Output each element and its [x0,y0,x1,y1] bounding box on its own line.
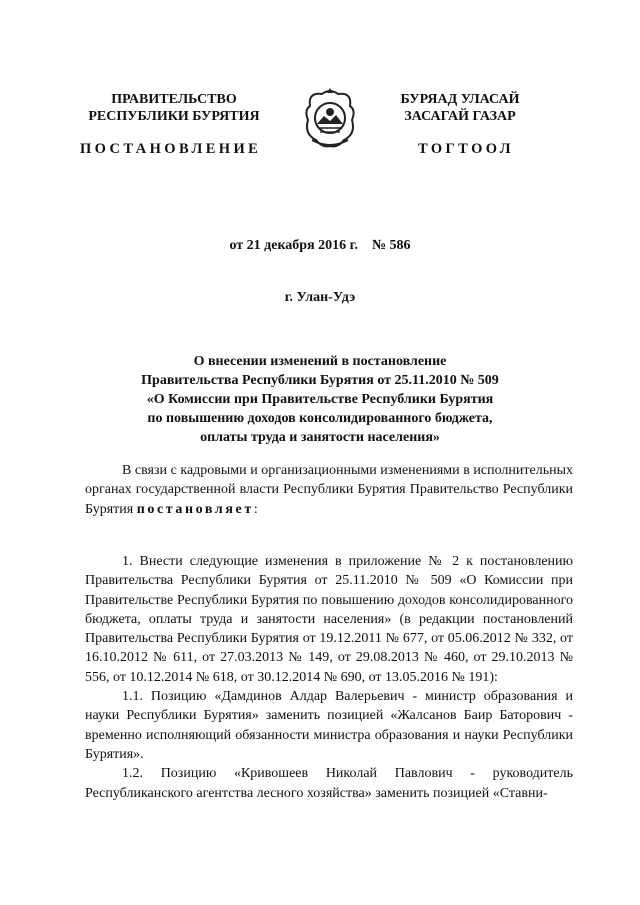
decree-date: от 21 декабря 2016 г. [229,238,358,253]
government-name-bur-line1: БУРЯАД УЛАСАЙ [400,92,520,107]
decree-city: г. Улан-Удэ [284,290,356,305]
decree-number: № 586 [371,238,411,253]
government-name-bur [372,91,548,125]
government-name-bur-line2: ЗАСАГАЙ ГАЗАР [404,109,516,124]
government-name-ru-line1: ПРАВИТЕЛЬСТВО [111,92,237,107]
intro-paragraph [85,461,573,519]
government-name-ru-line2: РЕСПУБЛИКИ БУРЯТИЯ [88,109,260,124]
title-line: О внесении изменений в постановление [193,354,447,369]
decree-type-bur: ТОГТООЛ [418,141,514,157]
decree-items [85,552,573,803]
title-line: Правительства Республики Бурятия от 25.11.2010 № 509 [141,373,499,388]
intro-tail: : [253,501,258,517]
government-name-ru [70,91,278,125]
decree-date-line [0,238,640,254]
item-1-1: 1.1. Позицию «Дамдинов Алдар Валерьевич - министр образования и науки Республики Бурятия» заменить позицией «Жалсанов Баир Баторович - временно исполняющий обязанности министра образования и науки Республики Бурятия». [85,689,573,762]
intro-text: В связи с кадровыми и организационными изменениями в исполнительных органах государственной власти Республики Бурятия Правительство Республики Бурятия [85,463,573,517]
title-line: оплаты труда и занятости населения» [200,430,440,445]
coat-of-arms-icon [300,84,360,150]
decree-type-ru: ПОСТАНОВЛЕНИЕ [80,141,262,157]
decree-title [0,352,640,447]
intro-emphasis: постановляет [136,501,254,517]
item-1: 1. Внести следующие изменения в приложение № 2 к постановлению Правительства Республики Бурятия от 25.11.2010 № 509 «О Комиссии при Правительстве Республики Бурятия по повышению доходов консолидированного бюджета, оплаты труда и занятости населения» (в редакции постановлений Правительства Республики Бурятия от 19.12.2011 № 677, от 05.06.2012 № 332, от 16.10.2012 № 611, от 27.03.2013 № 149, от 29.08.2013 № 460, от 29.10.2013 № 556, от 10.12.2014 № 618, от 30.12.2014 № 690, от 13.05.2016 № 191): [85,554,573,685]
title-line: «О Комиссии при Правительстве Республики Бурятия [146,392,494,407]
item-1-2: 1.2. Позицию «Кривошеев Николай Павлович - руководитель Республиканского агентства лесного хозяйства» заменить позицией «Ставни- [85,766,573,801]
title-line: по повышению доходов консолидированного бюджета, [147,411,493,426]
